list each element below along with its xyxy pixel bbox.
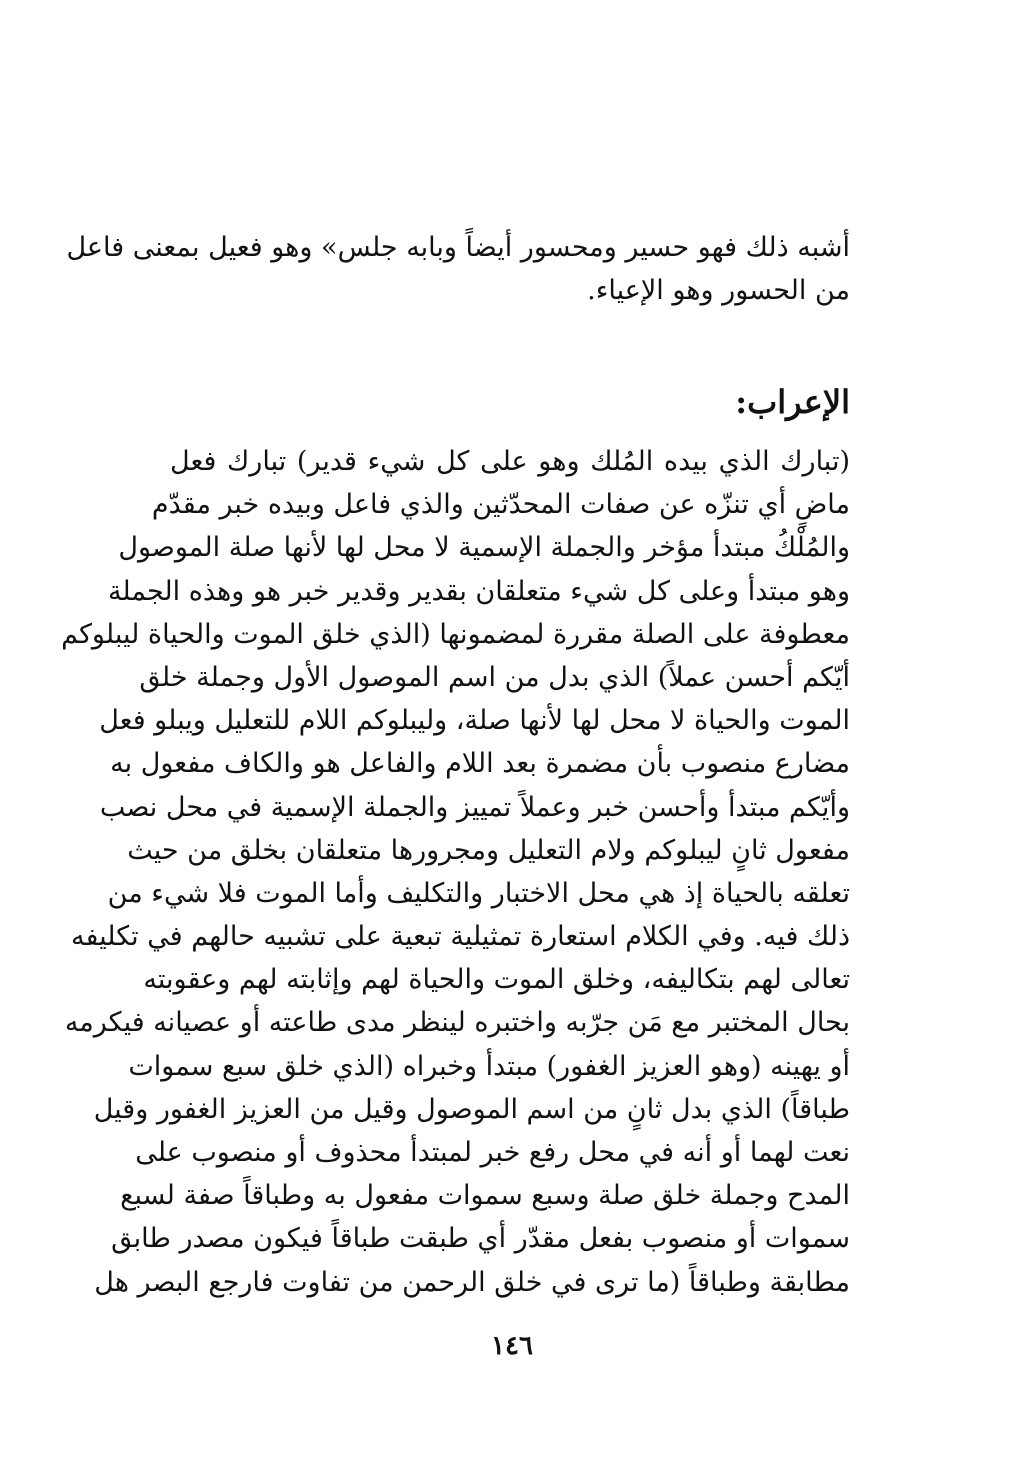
text-line: (تبارك الذي بيده المُلك وهو على كل شيء قدير) تبارك فعل xyxy=(170,446,850,477)
text-line: والمُلْكُ مبتدأ مؤخر والجملة الإسمية لا محل لها لأنها صلة الموصول xyxy=(118,532,850,564)
text-line: تعالى لهم بتكاليفه، وخلق الموت والحياة لهم وإثابته لهم وعقوبته xyxy=(143,964,850,996)
text-line: مطابقة وطباقاً (ما ترى في خلق الرحمن من تفاوت فارجع البصر هل xyxy=(94,1266,850,1298)
text-line: تعلقه بالحياة إذ هي محل الاختبار والتكليف وأما الموت فلا شيء من xyxy=(107,877,850,909)
text-line: ذلك فيه. وفي الكلام استعارة تمثيلية تبعية على تشبيه حالهم في تكليفه xyxy=(71,921,850,953)
text-line: بحال المختبر مع مَن جرّبه واختبره لينظر مدى طاعته أو عصيانه فيكرمه xyxy=(64,1007,850,1039)
text-line: ماضٍ أي تنزّه عن صفات المحدّثين والذي فاعل وبيده خبر مقدّم xyxy=(151,489,850,521)
body-paragraph xyxy=(61,440,850,1304)
text-line: سموات أو منصوب بفعل مقدّر أي طبقت طباقاً فيكون مصدر طابق xyxy=(111,1223,850,1255)
text-line: طباقاً) الذي بدل ثانٍ من اسم الموصول وقيل من العزيز الغفور وقيل xyxy=(93,1093,850,1125)
page-number: ١٤٦ xyxy=(491,1331,533,1361)
text-line: معطوفة على الصلة مقررة لمضمونها (الذي خلق الموت والحياة ليبلوكم xyxy=(61,618,850,650)
intro-paragraph xyxy=(66,226,850,312)
text-line: أو يهينه (وهو العزيز الغفور) مبتدأ وخبراه (الذي خلق سبع سموات xyxy=(128,1050,850,1082)
text-line: الموت والحياة لا محل لها لأنها صلة، وليبلوكم اللام للتعليل ويبلو فعل xyxy=(99,705,850,737)
section-heading: الإعراب: xyxy=(735,383,850,421)
text-line: مضارع منصوب بأن مضمرة بعد اللام والفاعل هو والكاف مفعول به xyxy=(110,748,850,780)
text-line: نعت لهما أو أنه في محل رفع خبر لمبتدأ محذوف أو منصوب على xyxy=(135,1137,850,1168)
text-line: أيّكم أحسن عملاً) الذي بدل من اسم الموصول الأول وجملة خلق xyxy=(139,661,850,693)
text-line: أشبه ذلك فهو حسير ومحسور أيضاً وبابه جلس» وهو فعيل بمعنى فاعل xyxy=(66,232,850,263)
text-line: مفعول ثانٍ ليبلوكم ولام التعليل ومجرورها متعلقان بخلق من حيث xyxy=(127,834,850,866)
text-line: من الحسور وهو الإعياء. xyxy=(587,275,850,307)
text-line: المدح وجملة خلق صلة وسبع سموات مفعول به وطباقاً صفة لسبع xyxy=(120,1180,850,1212)
text-line: وهو مبتدأ وعلى كل شيء متعلقان بقدير وقدير خبر هو وهذه الجملة xyxy=(107,575,850,607)
text-line: وأيّكم مبتدأ وأحسن خبر وعملاً تمييز والجملة الإسمية في محل نصب xyxy=(99,791,850,823)
